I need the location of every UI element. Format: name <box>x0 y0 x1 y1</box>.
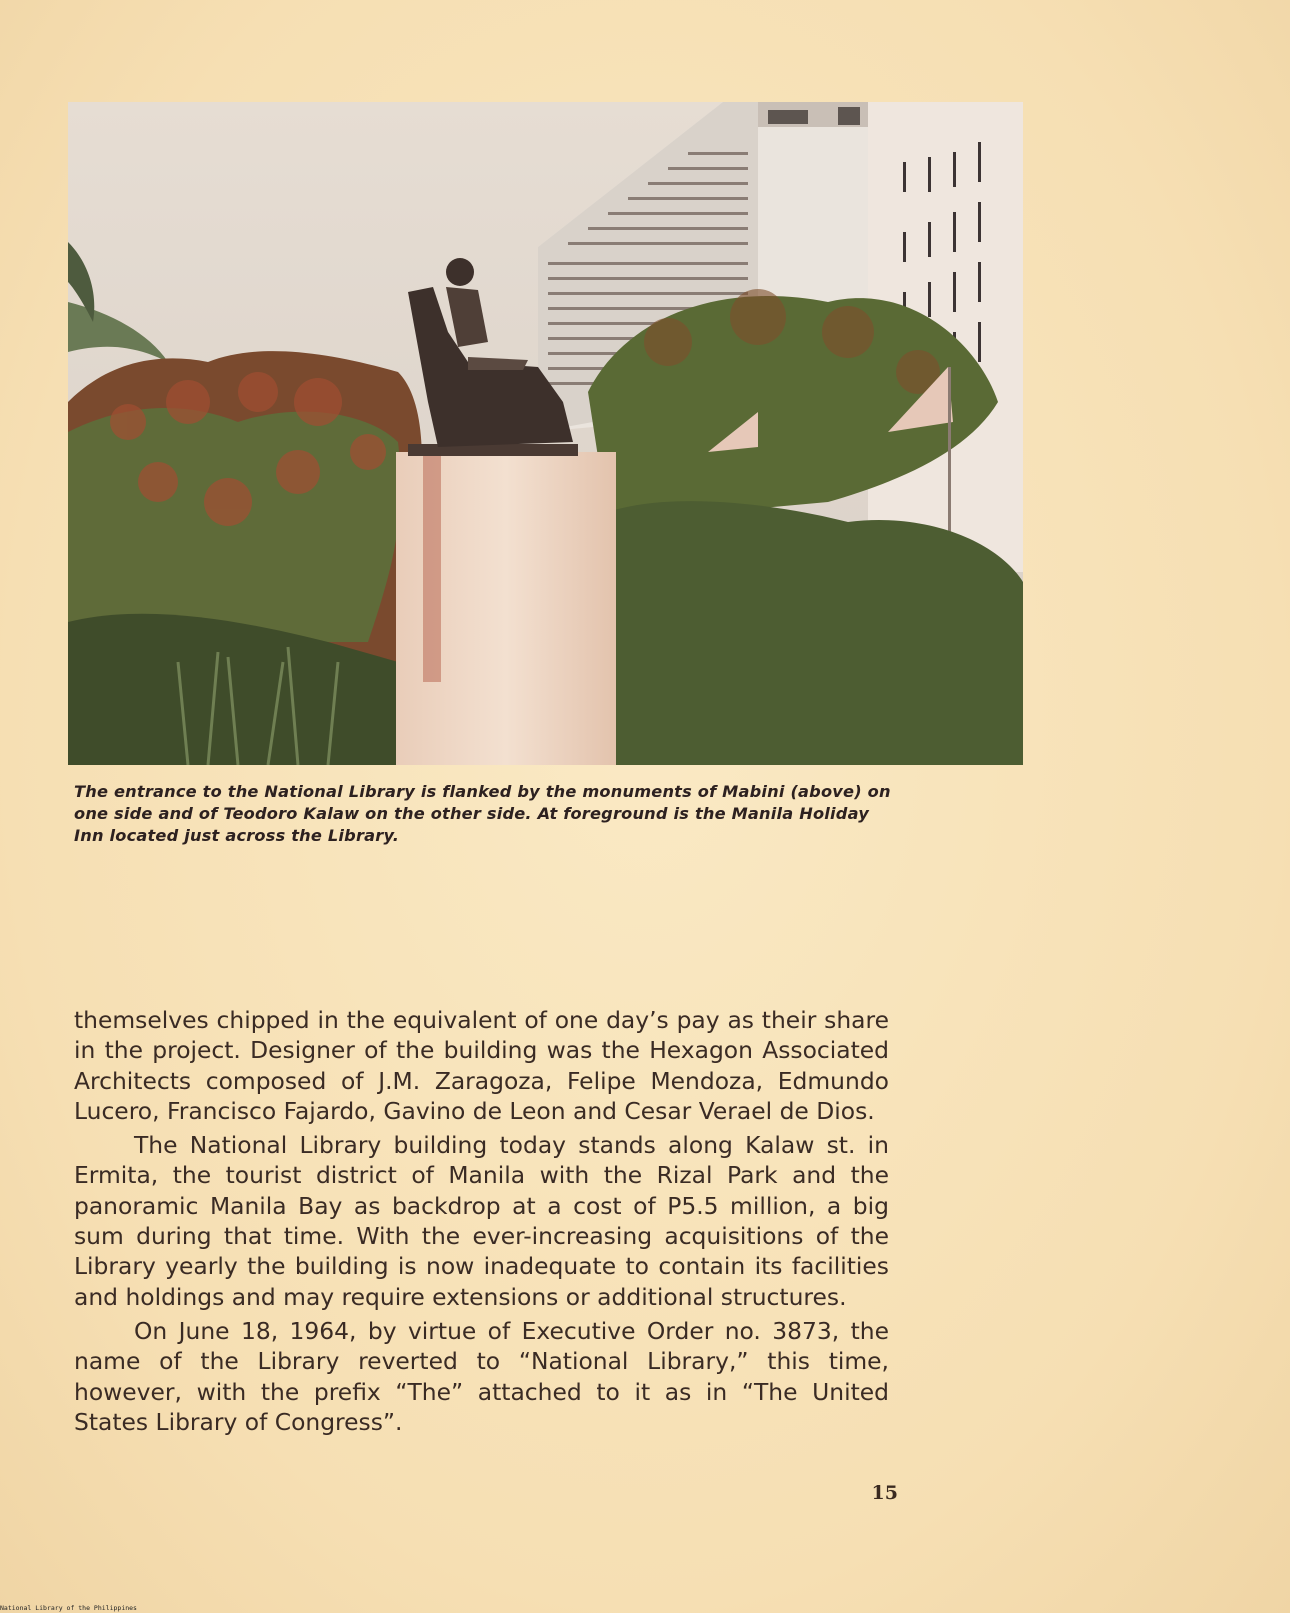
body-text <box>74 1005 889 1441</box>
photo-monument-icon <box>68 102 1023 765</box>
photo-caption: The entrance to the National Library is flanked by the monuments of Mabini (above) on one side and of Teodoro Kalaw on the other side. At foreground is the Manila Holiday Inn located just across the Library. <box>74 782 891 845</box>
page-number: 15 <box>871 1482 898 1504</box>
paragraph: The National Library building today stands along Kalaw st. in Ermita, the tourist district of Manila with the Rizal Park and the panoramic Manila Bay as backdrop at a cost of P5.5 million, a big sum during that time. With the ever-increasing acquisitions of the Library yearly the building is now inadequate to contain its facilities and holdings and may require extensions or additional structures. <box>74 1131 889 1311</box>
paragraph: On June 18, 1964, by virtue of Executive Order no. 3873, the name of the Library reverted to “National Library,” this time, however, with the prefix “The” attached to it as in “The United States Library of Congress”. <box>74 1316 889 1436</box>
footer-credit: National Library of the Philippines <box>0 1604 137 1612</box>
monument-photo <box>68 102 1023 765</box>
paragraph: themselves chipped in the equivalent of one day’s pay as their share in the project. Designer of the building was the Hexagon Associated Architects composed of J.M. Zaragoza, Felipe Mendoza, Edmundo Lucero, Francisco Fajardo, Gavino de Leon and Cesar Verael de Dios. <box>74 1006 889 1125</box>
